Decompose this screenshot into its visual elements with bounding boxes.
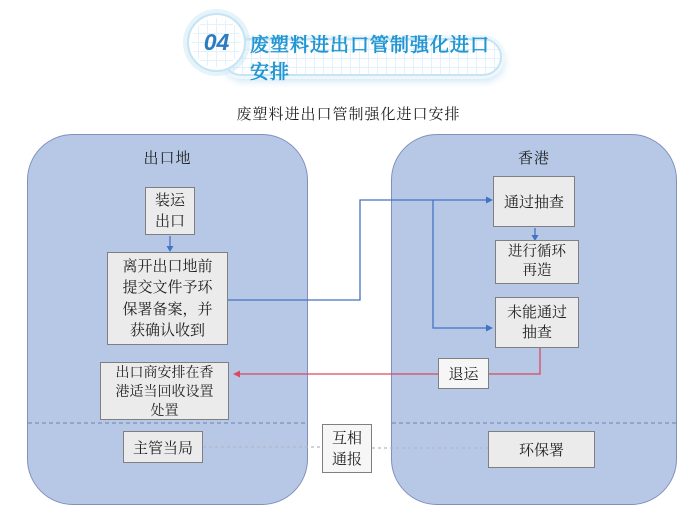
node-competent-authority bbox=[123, 431, 203, 463]
node-shipment-export bbox=[145, 187, 195, 235]
node-text-line: 出口商安排在香 bbox=[115, 363, 214, 380]
fail-to-arrange-return-line bbox=[240, 348, 540, 374]
node-text-line: 进行循环 bbox=[508, 244, 566, 260]
diagram-title: 废塑料进出口管制强化进口安排 bbox=[236, 106, 461, 123]
fail-to-arrange-arrowhead bbox=[233, 371, 240, 378]
node-epd bbox=[488, 431, 595, 468]
submit-to-fail-arrow bbox=[433, 200, 486, 328]
node-pass-inspection bbox=[493, 176, 575, 227]
node-text-line: 装运 bbox=[154, 192, 185, 209]
node-text-line: 提交文件予环 bbox=[122, 279, 213, 296]
node-text-line: 再造 bbox=[522, 263, 552, 279]
submit-to-fail-arrowhead bbox=[486, 325, 493, 332]
node-submit-documents bbox=[107, 252, 228, 345]
node-text-line: 离开出口地前 bbox=[122, 257, 213, 275]
node-recycle bbox=[495, 240, 579, 284]
node-text-line: 抽查 bbox=[521, 323, 552, 341]
node-text-line: 退运 bbox=[448, 366, 479, 383]
region-export-label: 出口地 bbox=[143, 150, 192, 167]
region-hongkong-label: 香港 bbox=[517, 150, 550, 167]
banner-title: 废塑料进出口管制强化进口安排 bbox=[250, 35, 491, 83]
node-text-line: 保署备案，并 bbox=[122, 300, 213, 318]
node-fail-inspection bbox=[495, 297, 579, 348]
badge-number: 04 bbox=[203, 29, 230, 55]
submit-to-pass-arrowhead bbox=[486, 197, 493, 204]
node-text-line: 主管当局 bbox=[132, 439, 193, 457]
node-text-line: 通报 bbox=[331, 450, 362, 468]
node-text-line: 获确认收到 bbox=[129, 322, 205, 339]
node-return-shipment bbox=[438, 358, 489, 389]
node-exporter-arrange-disposal bbox=[100, 362, 229, 420]
submit-to-pass-arrow bbox=[228, 200, 486, 300]
node-text-line: 未能通过 bbox=[506, 303, 567, 321]
node-text-line: 港适当回收设置 bbox=[115, 382, 214, 399]
node-text-line: 处置 bbox=[150, 401, 179, 418]
node-text-line: 环保署 bbox=[518, 442, 564, 459]
node-text-line: 互相 bbox=[331, 429, 362, 447]
node-text-line: 通过抽查 bbox=[503, 194, 564, 211]
node-text-line: 出口 bbox=[154, 213, 185, 230]
node-mutual-notification bbox=[322, 424, 372, 473]
